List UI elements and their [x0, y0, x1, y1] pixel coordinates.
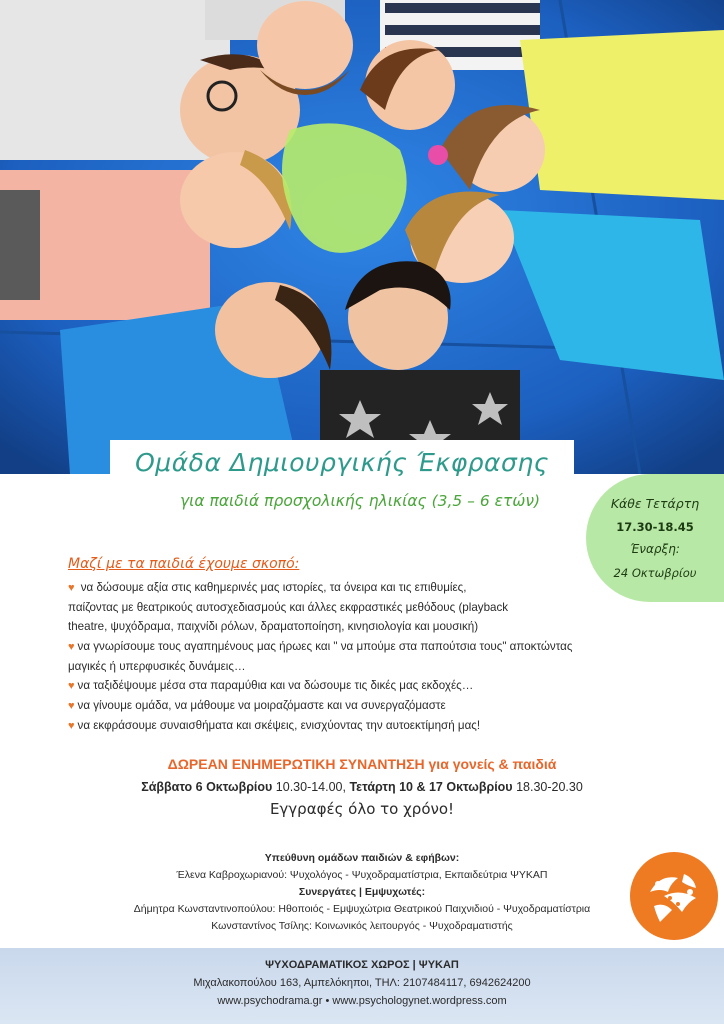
- goal-line: μαγικές ή υπερφυσικές δυνάμεις…: [68, 659, 246, 673]
- goals-section: [68, 556, 648, 737]
- goal-line: ♥ να γνωρίσουμε τους αγαπημένους μας ήρωες και " να μπούμε στα παπούτσια τους" αποκτώντας: [68, 639, 573, 653]
- goals-heading: Μαζί με τα παιδιά έχουμε σκοπό:: [68, 556, 300, 572]
- event-heading: ΔΩΡΕΑΝ ΕΝΗΜΕΡΩΤΙΚΗ ΣΥΝΑΝΤΗΣΗ για γονείς & παιδιά: [167, 756, 557, 772]
- main-title: Ομάδα Δημιουργικής Έκφρασης: [135, 448, 549, 477]
- schedule-day: Κάθε Τετάρτη: [610, 496, 700, 511]
- logo-figures-icon: [630, 852, 718, 940]
- event-date-2: Τετάρτη 10 & 17 Οκτωβρίου: [349, 780, 513, 794]
- schedule-time: 17.30-18.45: [616, 520, 694, 534]
- goal-line: ♥ να γίνουμε ομάδα, να μάθουμε να μοιραζόμαστε και να συνεργαζόμαστε: [68, 699, 446, 713]
- goal-line: ♥ να ταξιδέψουμε μέσα στα παραμύθια και να δώσουμε τις δικές μας εκδοχές…: [68, 679, 474, 693]
- heart-icon: ♥: [68, 720, 75, 733]
- heart-icon: ♥: [68, 680, 75, 693]
- organization-logo: [630, 852, 718, 940]
- credits-head-responsible: Υπεύθυνη ομάδων παιδιών & εφήβων:: [264, 852, 460, 864]
- goal-line: ♥ να δώσουμε αξία στις καθημερινές μας ιστορίες, τα όνειρα και τις επιθυμίες,: [68, 581, 467, 594]
- credits-head-collaborators: Συνεργάτες | Εμψυχωτές:: [298, 886, 426, 898]
- registration-note: Εγγραφές όλο το χρόνο!: [269, 800, 455, 818]
- event-date-1: Σάββατο 6 Οκτωβρίου: [141, 780, 273, 794]
- footer-org-name: ΨΥΧΟΔΡΑΜΑΤΙΚΟΣ ΧΩΡΟΣ | ΨΥΚΑΠ: [265, 959, 459, 971]
- event-time-1: 10.30-14.00,: [272, 780, 350, 794]
- credits-person-3: Κωνσταντίνος Τσίλης: Κοινωνικός λειτουργός - Ψυχοδραματιστής: [211, 920, 513, 932]
- goal-line: ♥ να εκφράσουμε συναισθήματα και σκέψεις, ενισχύοντας την αυτοεκτίμησή μας!: [68, 719, 481, 733]
- event-dates: [0, 780, 724, 794]
- goal-line: theatre, ψυχόδραμα, παιχνίδι ρόλων, δραματοποίηση, κινησιολογία και μουσική): [68, 620, 479, 634]
- children-circle-illustration: [0, 0, 724, 474]
- heart-icon: ♥: [68, 700, 75, 713]
- schedule-start-date: 24 Οκτωβρίου: [613, 566, 697, 580]
- heart-icon: ♥: [68, 640, 75, 653]
- schedule-start-label: Έναρξη:: [630, 542, 680, 556]
- footer-websites[interactable]: www.psychodrama.gr • www.psychologynet.wordpress.com: [217, 995, 507, 1007]
- footer-address: Μιχαλακοπούλου 163, Αμπελόκηποι, ΤΗΛ: 2107484117, 6942624200: [193, 977, 531, 989]
- hero-photo: [0, 0, 724, 474]
- subtitle: για παιδιά προσχολικής ηλικίας (3,5 – 6 ετών): [179, 492, 541, 510]
- title-box: [110, 440, 574, 482]
- footer: [0, 948, 724, 1024]
- credits: [0, 850, 724, 935]
- event-time-2: 18.30-20.30: [512, 780, 583, 794]
- credits-person-1: Έλενα Καβροχωριανού: Ψυχολόγος - Ψυχοδραματίστρια, Εκπαιδεύτρια ΨΥΚΑΠ: [176, 869, 548, 881]
- goal-line: παίζοντας με θεατρικούς αυτοσχεδιασμούς και άλλες εκφραστικές μεθόδους (playback: [68, 601, 509, 615]
- credits-person-2: Δήμητρα Κωνσταντινοπούλου: Ηθοποιός - Εμψυχώτρια Θεατρικού Παιχνιδιού - Ψυχοδραματίστρια: [133, 903, 591, 915]
- heart-icon: ♥: [68, 582, 75, 594]
